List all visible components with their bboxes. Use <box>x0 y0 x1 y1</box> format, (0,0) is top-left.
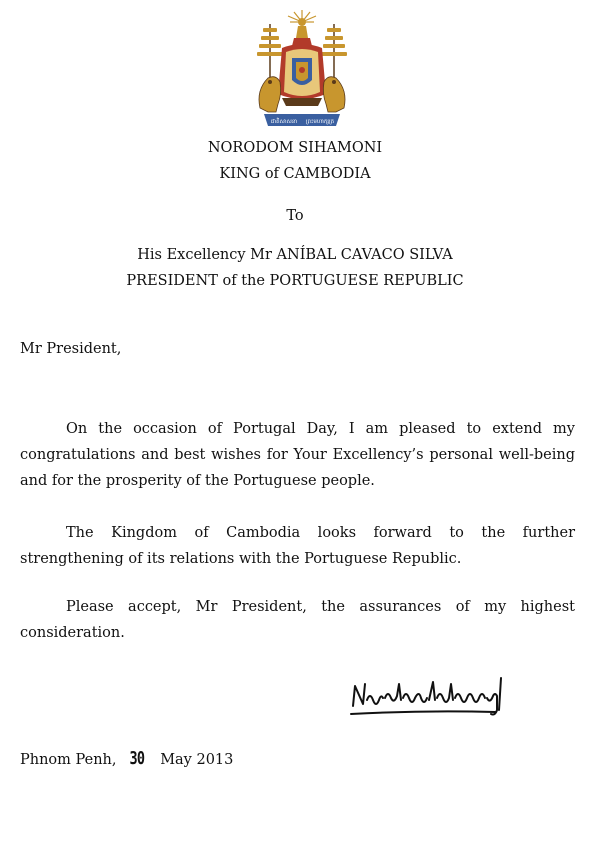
recipient-name: His Excellency Mr ANÍBAL CAVACO SILVA <box>137 247 453 263</box>
recipient-title: PRESIDENT of the PORTUGUESE REPUBLIC <box>126 273 464 289</box>
salutation: Mr President, <box>20 341 122 357</box>
ribbon-text-right: ព្រះមហាក្សត្រ <box>305 119 335 125</box>
sender-block <box>0 135 590 187</box>
dateline-place: Phnom Penh, <box>20 752 117 768</box>
paragraph-3: Please accept, Mr President, the assurances of my highest consideration. <box>20 599 575 641</box>
sender-title: KING of CAMBODIA <box>219 166 371 182</box>
to-label: To <box>286 208 304 224</box>
royal-coat-of-arms-icon <box>246 8 358 132</box>
dateline-day: 30 <box>128 748 144 769</box>
sender-name: NORODOM SIHAMONI <box>207 140 383 156</box>
paragraph-2: The Kingdom of Cambodia looks forward to the further strengthening of its relations with the Portuguese Republic. <box>20 525 575 567</box>
ribbon-text-left: ជាតិសាសនា <box>270 119 298 125</box>
handwritten-signature-icon <box>345 670 510 722</box>
paragraph-1: On the occasion of Portugal Day, I am pleased to extend my congratulations and best wishes for Your Excellency’s personal well-being and for the prosperity of the Portuguese people. <box>20 421 575 489</box>
dateline <box>20 748 233 769</box>
recipient-block <box>0 242 590 294</box>
dateline-month-year: May 2013 <box>160 752 234 768</box>
